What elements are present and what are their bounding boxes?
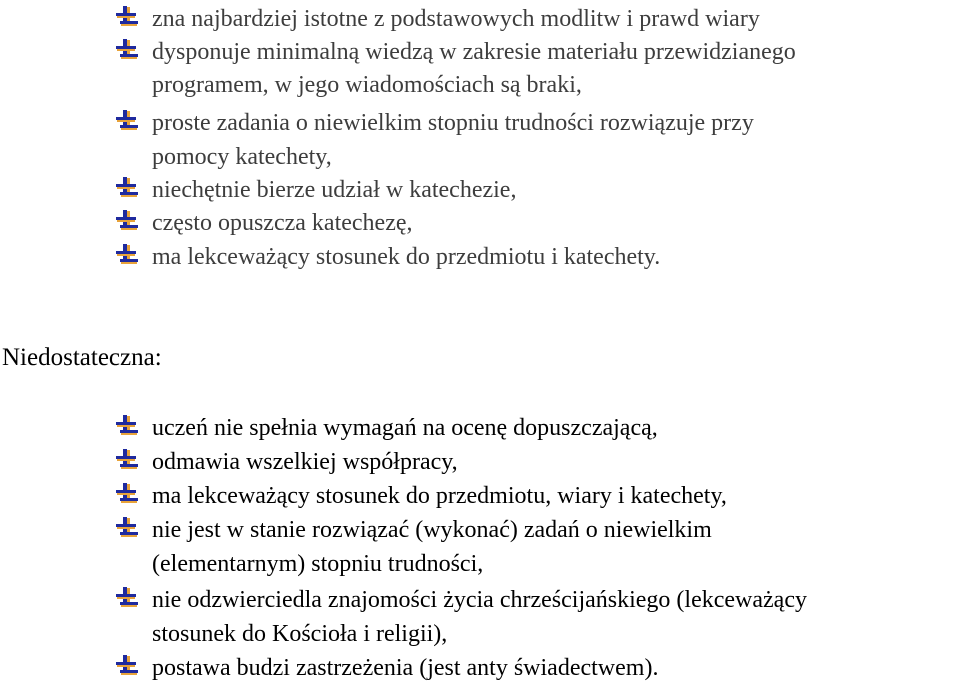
list-item-line: zna najbardziej istotne z podstawowych modlitw i prawd wiary (152, 6, 760, 32)
list-item-line: proste zadania o niewielkim stopniu trudności rozwiązuje przy (152, 110, 754, 136)
arrow-bullet-icon (114, 654, 140, 678)
list-item-line: odmawia wszelkiej współpracy, (152, 449, 458, 475)
list-item-line: pomocy katechety, (152, 144, 332, 170)
list-item-line: ma lekceważący stosunek do przedmiotu, wiary i katechety, (152, 483, 727, 509)
list-item-line: (elementarnym) stopniu trudności, (152, 551, 484, 577)
list-item-line: często opuszcza katechezę, (152, 210, 413, 236)
list-item-line: stosunek do Kościoła i religii), (152, 621, 448, 647)
arrow-bullet-icon (114, 209, 140, 233)
arrow-bullet-icon (114, 448, 140, 472)
list-item-line: dysponuje minimalną wiedzą w zakresie materiału przewidzianego (152, 39, 796, 65)
arrow-bullet-icon (114, 586, 140, 610)
list-item-line: postawa budzi zastrzeżenia (jest anty świadectwem). (152, 655, 659, 681)
list-item-line: nie jest w stanie rozwiązać (wykonać) zadań o niewielkim (152, 517, 712, 543)
list-item-line: programem, w jego wiadomościach są braki, (152, 72, 582, 98)
list-item-line: uczeń nie spełnia wymagań na ocenę dopuszczającą, (152, 415, 658, 441)
arrow-bullet-icon (114, 176, 140, 200)
arrow-bullet-icon (114, 414, 140, 438)
arrow-bullet-icon (114, 38, 140, 62)
arrow-bullet-icon (114, 482, 140, 506)
list-item-line: niechętnie bierze udział w katechezie, (152, 177, 517, 203)
list-item-line: nie odzwierciedla znajomości życia chrześcijańskiego (lekceważący (152, 587, 807, 613)
arrow-bullet-icon (114, 109, 140, 133)
arrow-bullet-icon (114, 516, 140, 540)
arrow-bullet-icon (114, 243, 140, 267)
list-item-line: ma lekceważący stosunek do przedmiotu i katechety. (152, 244, 661, 270)
arrow-bullet-icon (114, 5, 140, 29)
section-heading: Niedostateczna: (2, 344, 162, 371)
